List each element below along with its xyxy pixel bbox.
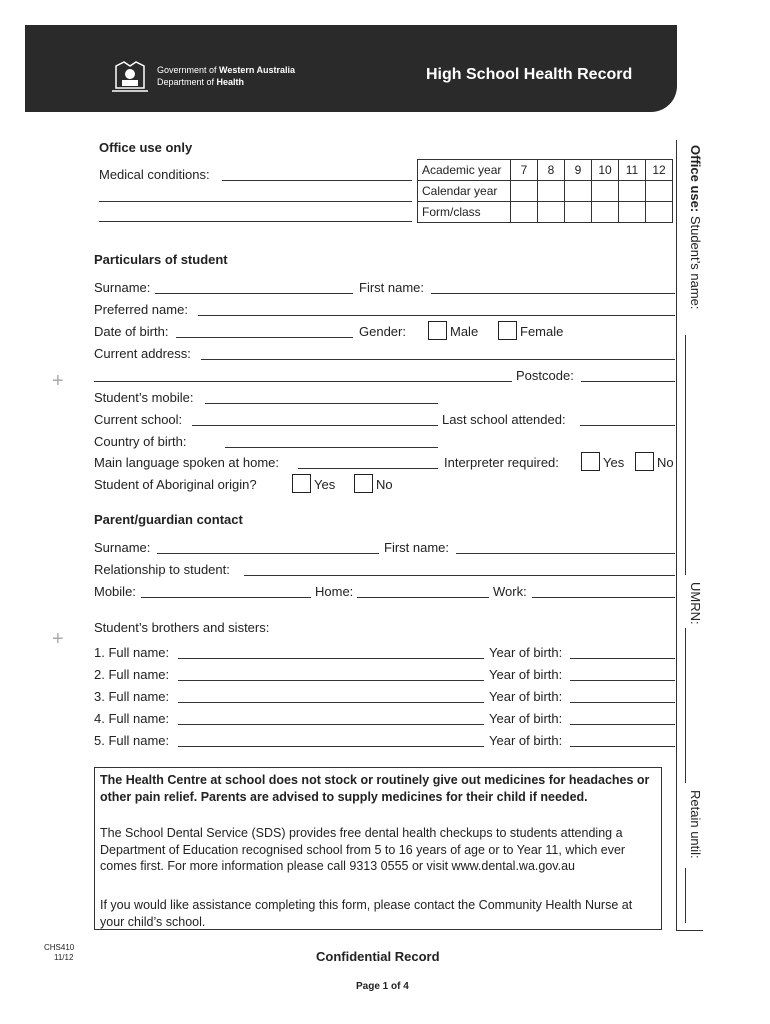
- country-field[interactable]: [225, 447, 438, 448]
- preferred-name-field[interactable]: [198, 315, 675, 316]
- language-label: Main language spoken at home:: [94, 455, 280, 470]
- language-field[interactable]: [298, 468, 438, 469]
- parent-first-name-label: First name:: [384, 540, 450, 555]
- work-phone-field[interactable]: [532, 597, 675, 598]
- parent-surname-label: Surname:: [94, 540, 151, 555]
- student-mobile-label: Student’s mobile:: [94, 390, 194, 405]
- parent-mobile-label: Mobile:: [94, 584, 136, 599]
- government-label: Government of Western Australia: [157, 65, 296, 75]
- form-title: High School Health Record: [426, 66, 633, 83]
- gender-label: Gender:: [359, 324, 406, 339]
- aboriginal-yes-checkbox[interactable]: [292, 474, 311, 493]
- sibling-year-field[interactable]: [570, 658, 675, 659]
- sibling-name-field[interactable]: [178, 680, 484, 681]
- work-phone-label: Work:: [493, 584, 527, 599]
- form-code: CHS410: [44, 943, 75, 952]
- sibling-name-label: 5. Full name:: [94, 733, 170, 748]
- interpreter-yes-checkbox[interactable]: [581, 452, 600, 471]
- aboriginal-yes-label: Yes: [314, 477, 336, 492]
- notice-box: [94, 767, 662, 930]
- sibling-year-label: Year of birth:: [489, 733, 563, 748]
- year-cell: 9: [565, 160, 592, 181]
- students-name-field[interactable]: [685, 335, 686, 575]
- form-class-cell[interactable]: [565, 202, 592, 223]
- dob-label: Date of birth:: [94, 324, 169, 339]
- relationship-label: Relationship to student:: [94, 562, 230, 577]
- aboriginal-no-label: No: [376, 477, 393, 492]
- surname-field[interactable]: [155, 293, 353, 294]
- punch-mark-icon: +: [52, 628, 64, 650]
- sibling-name-field[interactable]: [178, 746, 484, 747]
- form-class-label: Form/class: [418, 202, 511, 223]
- confidential-label: Confidential Record: [316, 949, 440, 964]
- umrn-field[interactable]: [685, 628, 686, 783]
- sibling-name-label: 3. Full name:: [94, 689, 170, 704]
- sibling-year-field[interactable]: [570, 680, 675, 681]
- dental-notice: The School Dental Service (SDS) provides free dental health checkups to students attending a Department of Education recognised school from 5 to 16 years of age or to Year 11, which ever comes first. For more information please call 9313 0555 or visit www.dental.wa.gov.au: [100, 826, 626, 873]
- sibling-name-field[interactable]: [178, 702, 484, 703]
- form-class-cell[interactable]: [619, 202, 646, 223]
- sibling-year-field[interactable]: [570, 746, 675, 747]
- sibling-name-field[interactable]: [178, 658, 484, 659]
- sibling-name-label: 2. Full name:: [94, 667, 170, 682]
- male-checkbox[interactable]: [428, 321, 447, 340]
- relationship-field[interactable]: [244, 575, 675, 576]
- year-cell: 7: [511, 160, 538, 181]
- sibling-name-field[interactable]: [178, 724, 484, 725]
- first-name-field[interactable]: [431, 293, 675, 294]
- retain-until-field[interactable]: [685, 868, 686, 923]
- calendar-year-label: Calendar year: [418, 181, 511, 202]
- interpreter-no-label: No: [657, 455, 674, 470]
- form-date: 11/12: [54, 953, 74, 962]
- punch-mark-icon: +: [52, 370, 64, 392]
- current-school-label: Current school:: [94, 412, 183, 427]
- calendar-cell[interactable]: [511, 181, 538, 202]
- calendar-cell[interactable]: [619, 181, 646, 202]
- sibling-year-label: Year of birth:: [489, 667, 563, 682]
- address-field-2[interactable]: [94, 381, 512, 382]
- dob-field[interactable]: [176, 337, 353, 338]
- department-label: Department of Health: [157, 77, 245, 87]
- calendar-cell[interactable]: [538, 181, 565, 202]
- sibling-year-field[interactable]: [570, 724, 675, 725]
- preferred-name-label: Preferred name:: [94, 302, 188, 317]
- interpreter-yes-label: Yes: [603, 455, 625, 470]
- postcode-label: Postcode:: [516, 368, 574, 383]
- medical-conditions-label: Medical conditions:: [99, 167, 210, 182]
- last-school-field[interactable]: [580, 425, 675, 426]
- sibling-year-label: Year of birth:: [489, 645, 563, 660]
- country-label: Country of birth:: [94, 434, 187, 449]
- academic-year-label: Academic year: [418, 160, 511, 181]
- female-label: Female: [520, 324, 564, 339]
- crest-logo-icon: [110, 58, 150, 94]
- student-heading: Particulars of student: [94, 252, 228, 267]
- sibling-year-label: Year of birth:: [489, 711, 563, 726]
- sibling-name-label: 4. Full name:: [94, 711, 170, 726]
- interpreter-label: Interpreter required:: [444, 455, 559, 470]
- sibling-year-field[interactable]: [570, 702, 675, 703]
- parent-heading: Parent/guardian contact: [94, 512, 243, 527]
- form-class-cell[interactable]: [511, 202, 538, 223]
- female-checkbox[interactable]: [498, 321, 517, 340]
- form-class-cell[interactable]: [646, 202, 673, 223]
- home-phone-field[interactable]: [357, 597, 489, 598]
- office-use-heading: Office use only: [99, 140, 193, 155]
- home-phone-label: Home:: [315, 584, 354, 599]
- calendar-cell[interactable]: [592, 181, 619, 202]
- address-label: Current address:: [94, 346, 191, 361]
- student-mobile-field[interactable]: [205, 403, 438, 404]
- siblings-heading: Student’s brothers and sisters:: [94, 620, 270, 635]
- medical-conditions-field-1[interactable]: [222, 180, 412, 181]
- sibling-year-label: Year of birth:: [489, 689, 563, 704]
- sibling-name-label: 1. Full name:: [94, 645, 170, 660]
- page-number: Page 1 of 4: [356, 981, 409, 992]
- form-class-cell[interactable]: [592, 202, 619, 223]
- last-school-label: Last school attended:: [442, 412, 566, 427]
- assistance-notice: If you would like assistance completing this form, please contact the Community Health Nurse at your child’s school.: [100, 898, 633, 929]
- side-retain-label: Retain until:: [688, 790, 703, 859]
- parent-surname-field[interactable]: [157, 553, 379, 554]
- form-class-cell[interactable]: [538, 202, 565, 223]
- medicine-notice: The Health Centre at school does not stock or routinely give out medicines for headaches or other pain relief. Parents are advised to supply medicines for their child if needed.: [100, 773, 650, 804]
- side-umrn-label: UMRN:: [688, 582, 703, 625]
- postcode-field[interactable]: [581, 381, 675, 382]
- medical-conditions-field-2[interactable]: [99, 201, 412, 202]
- year-cell: 11: [619, 160, 646, 181]
- current-school-field[interactable]: [192, 425, 438, 426]
- year-cell: 8: [538, 160, 565, 181]
- aboriginal-label: Student of Aboriginal origin?: [94, 477, 257, 492]
- surname-label: Surname:: [94, 280, 151, 295]
- aboriginal-no-checkbox[interactable]: [354, 474, 373, 493]
- medical-conditions-field-3[interactable]: [99, 221, 412, 222]
- year-cell: 12: [646, 160, 673, 181]
- office-year-table: [417, 159, 673, 223]
- interpreter-no-checkbox[interactable]: [635, 452, 654, 471]
- first-name-label: First name:: [359, 280, 425, 295]
- parent-first-name-field[interactable]: [456, 553, 675, 554]
- side-office-use-label: Office use: Student’s name:: [688, 145, 703, 310]
- calendar-cell[interactable]: [565, 181, 592, 202]
- calendar-cell[interactable]: [646, 181, 673, 202]
- address-field-1[interactable]: [201, 359, 675, 360]
- year-cell: 10: [592, 160, 619, 181]
- parent-mobile-field[interactable]: [141, 597, 311, 598]
- male-label: Male: [450, 324, 479, 339]
